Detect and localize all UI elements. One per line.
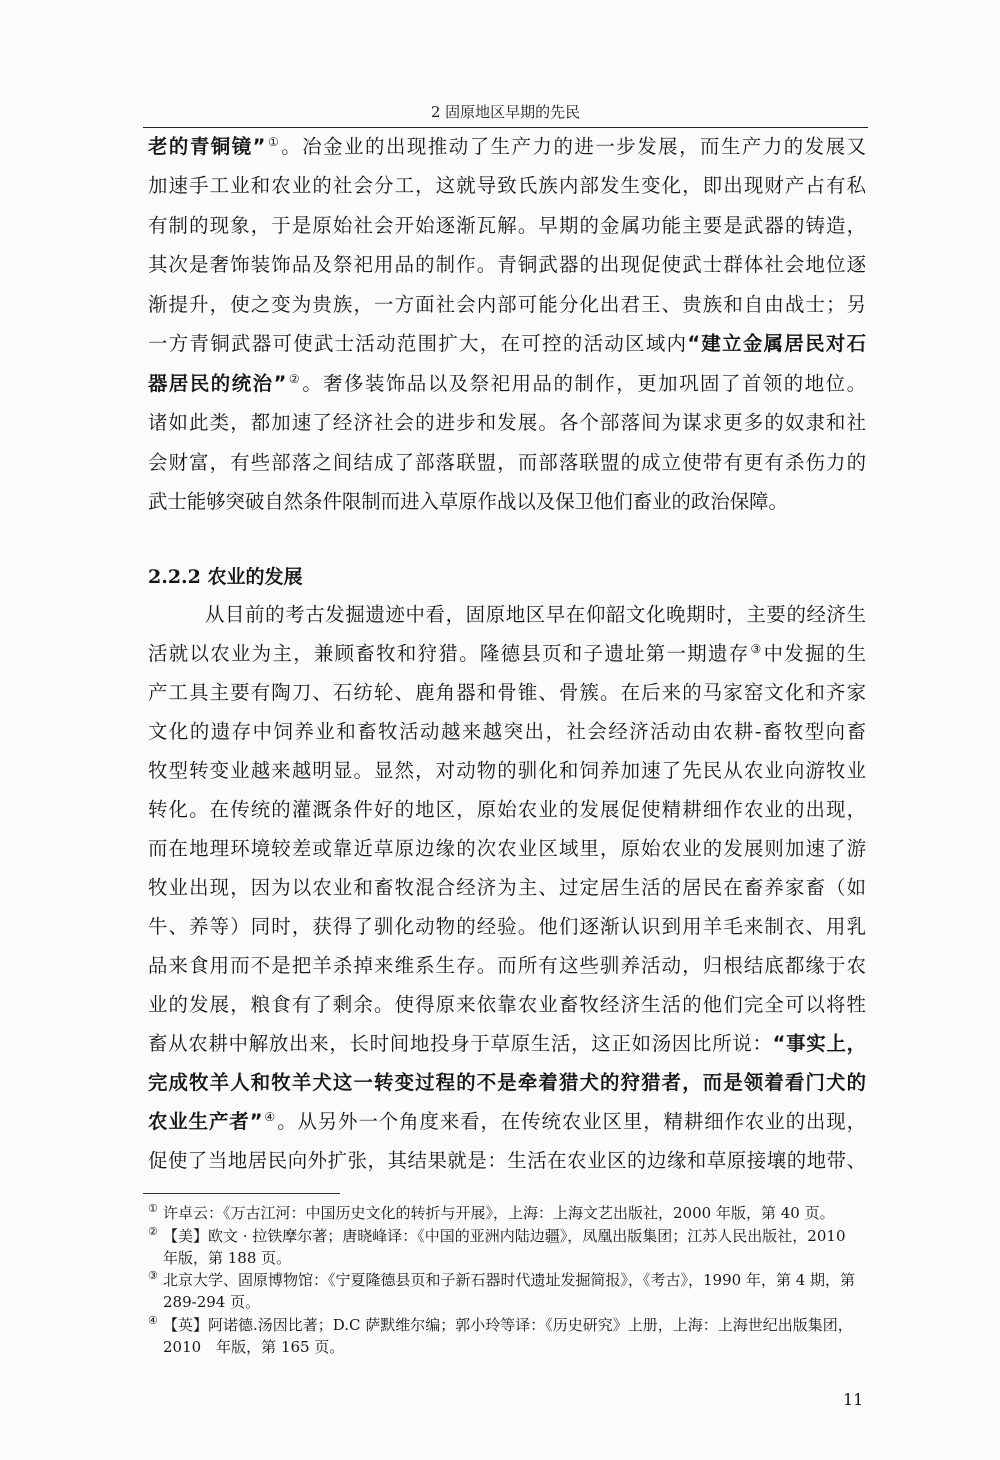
footnotes xyxy=(148,1202,868,1358)
footnote-marker: ③ xyxy=(148,1269,158,1282)
quoted-text: “事实上， xyxy=(772,1031,867,1055)
footnote-marker: ② xyxy=(148,1224,158,1238)
text-run: 而在地理环境较差或靠近草原边缘的次农业区域里，原始农业的发展则加速了游 xyxy=(148,836,866,860)
footnote-line: 2010 年版，第 165 页。 xyxy=(163,1337,345,1356)
body-paragraph xyxy=(148,595,866,1180)
quoted-text: 完成牧羊人和牧羊犬这一转变过程的不是牵着猎犬的狩猎者，而是领着看门犬的 xyxy=(148,1070,866,1094)
text-line xyxy=(148,907,866,946)
text-line xyxy=(148,127,866,166)
text-run: 一方青铜武器可使武士活动范围扩大，在可控的活动区域内 xyxy=(148,332,688,356)
text-run: 牧型转变业越来越明显。显然，对动物的驯化和饲养加速了先民从农业向游牧业 xyxy=(148,758,866,782)
text-run: 加速手工业和农业的社会分工，这就导致氏族内部发生变化，即出现财产占有私 xyxy=(148,174,866,198)
footnote-line: 289-294 页。 xyxy=(163,1293,261,1311)
section-heading: 2.2.2 农业的发展 xyxy=(148,565,303,588)
text-line xyxy=(148,595,866,634)
footnote-line: 【英】阿诺德.汤因比著；D.C 萨默维尔编；郭小玲等译：《历史研究》上册，上海：上海世纪出版集团， xyxy=(163,1315,853,1334)
quoted-text: 器居民的统治” xyxy=(148,371,287,395)
text-line xyxy=(148,206,866,245)
footnote-marker: ① xyxy=(148,1202,158,1215)
text-run: 促使了当地居民向外扩张，其结果就是：生活在农业区的边缘和草原接壤的地带、 xyxy=(148,1148,866,1172)
text-run: 畜从农耕中解放出来，长时间地投身于草原生活，这正如汤因比所说： xyxy=(148,1031,773,1055)
text-line xyxy=(148,1063,866,1102)
text-run: 牛、养等）同时，获得了驯化动物的经验。他们逐渐认识到用羊毛来制衣、用乳 xyxy=(148,914,866,938)
footnote-line: 年版，第 188 页。 xyxy=(163,1248,292,1267)
footnote-line: 许卓云：《万古江河：中国历史文化的转折与开展》，上海：上海文艺出版社，2000 年版，第 40 页。 xyxy=(163,1204,835,1222)
footnote-reference: ① xyxy=(266,135,281,149)
text-line xyxy=(148,868,866,907)
text-line xyxy=(148,712,866,751)
text-line xyxy=(148,324,866,363)
text-line xyxy=(148,790,866,829)
text-run: 从目前的考古发掘遗迹中看，固原地区早在仰韶文化晚期时，主要的经济生 xyxy=(205,602,866,626)
text-run: 牧业出现，因为以农业和畜牧混合经济为主、过定居生活的居民在畜养家畜（如 xyxy=(148,875,866,899)
text-run: 中发掘的生 xyxy=(763,641,866,665)
text-line xyxy=(148,245,866,284)
footnote-line: 【美】欧文 · 拉铁摩尔著；唐晓峰译：《中国的亚洲内陆边疆》，凤凰出版集团；江苏人民出版社，2010 xyxy=(163,1226,846,1245)
footnote xyxy=(148,1225,868,1269)
page-number: 11 xyxy=(843,1390,864,1409)
text-line xyxy=(148,166,866,205)
text-line xyxy=(148,403,866,442)
text-run: 渐提升，使之变为贵族，一方面社会内部可能分化出君王、贵族和自由战士；另 xyxy=(148,292,866,316)
quoted-text: 农业生产者” xyxy=(148,1109,263,1133)
text-line xyxy=(148,285,866,324)
text-run: 品来食用而不是把羊杀掉来维系生存。而所有这些驯养活动，归根结底都缘于农 xyxy=(148,953,866,977)
body-paragraph-continued xyxy=(148,127,866,521)
footnote-reference: ④ xyxy=(263,1109,277,1124)
text-run: 文化的遗存中饲养业和畜牧活动越来越突出，社会经济活动由农耕-畜牧型向畜 xyxy=(148,719,866,743)
text-line xyxy=(148,1024,866,1063)
quoted-text: 老的青铜镜” xyxy=(148,135,266,158)
text-line xyxy=(148,985,866,1024)
footnote-marker: ④ xyxy=(148,1313,158,1327)
footnote-rule xyxy=(143,1193,340,1194)
text-run: 转化。在传统的灌溉条件好的地区，原始农业的发展促使精耕细作农业的出现， xyxy=(148,797,866,821)
text-line xyxy=(148,482,866,521)
text-line xyxy=(148,443,866,482)
text-line xyxy=(148,1141,866,1180)
quoted-text: “建立金属居民对石 xyxy=(687,332,866,356)
text-run: 。奢侈装饰品以及祭祀用品的制作，更加巩固了首领的地位。 xyxy=(302,371,866,395)
text-run: 产工具主要有陶刀、石纺轮、鹿角器和骨锥、骨簇。在后来的马家窑文化和齐家 xyxy=(148,680,866,704)
footnote xyxy=(148,1314,868,1358)
footnote-reference: ③ xyxy=(750,641,763,656)
text-run: 有制的现象，于是原始社会开始逐渐瓦解。早期的金属功能主要是武器的铸造， xyxy=(148,213,866,237)
text-line xyxy=(148,364,866,403)
text-run: 。冶金业的出现推动了生产力的进一步发展，而生产力的发展又 xyxy=(281,135,866,158)
text-run: 活就以农业为主，兼顾畜牧和狩猎。隆德县页和子遗址第一期遗存 xyxy=(148,641,750,665)
running-header: 2 固原地区早期的先民 xyxy=(430,103,581,121)
footnote-reference: ② xyxy=(287,371,302,386)
text-run: 。从另外一个角度来看，在传统农业区里，精耕细作农业的出现， xyxy=(277,1109,866,1133)
text-run: 武士能够突破自然条件限制而进入草原作战以及保卫他们畜业的政治保障。 xyxy=(148,489,788,513)
footnote xyxy=(148,1269,868,1313)
text-line xyxy=(148,1102,866,1141)
footnote-line: 北京大学、固原博物馆：《宁夏隆德县页和子新石器时代遗址发掘简报》，《考古》，1990 年，第 4 期，第 xyxy=(163,1271,856,1289)
text-line xyxy=(148,829,866,868)
text-run: 业的发展，粮食有了剩余。使得原来依靠农业畜牧经济生活的他们完全可以将牲 xyxy=(148,992,866,1016)
text-line xyxy=(148,946,866,985)
text-run: 其次是奢饰装饰品及祭祀用品的制作。青铜武器的出现促使武士群体社会地位逐 xyxy=(148,253,866,277)
text-line xyxy=(148,751,866,790)
text-line xyxy=(148,634,866,673)
text-run: 诸如此类，都加速了经济社会的进步和发展。各个部落间为谋求更多的奴隶和社 xyxy=(148,411,866,435)
text-line xyxy=(148,673,866,712)
text-run: 会财富，有些部落之间结成了部落联盟，而部落联盟的成立使带有更有杀伤力的 xyxy=(148,450,866,474)
footnote xyxy=(148,1202,868,1224)
